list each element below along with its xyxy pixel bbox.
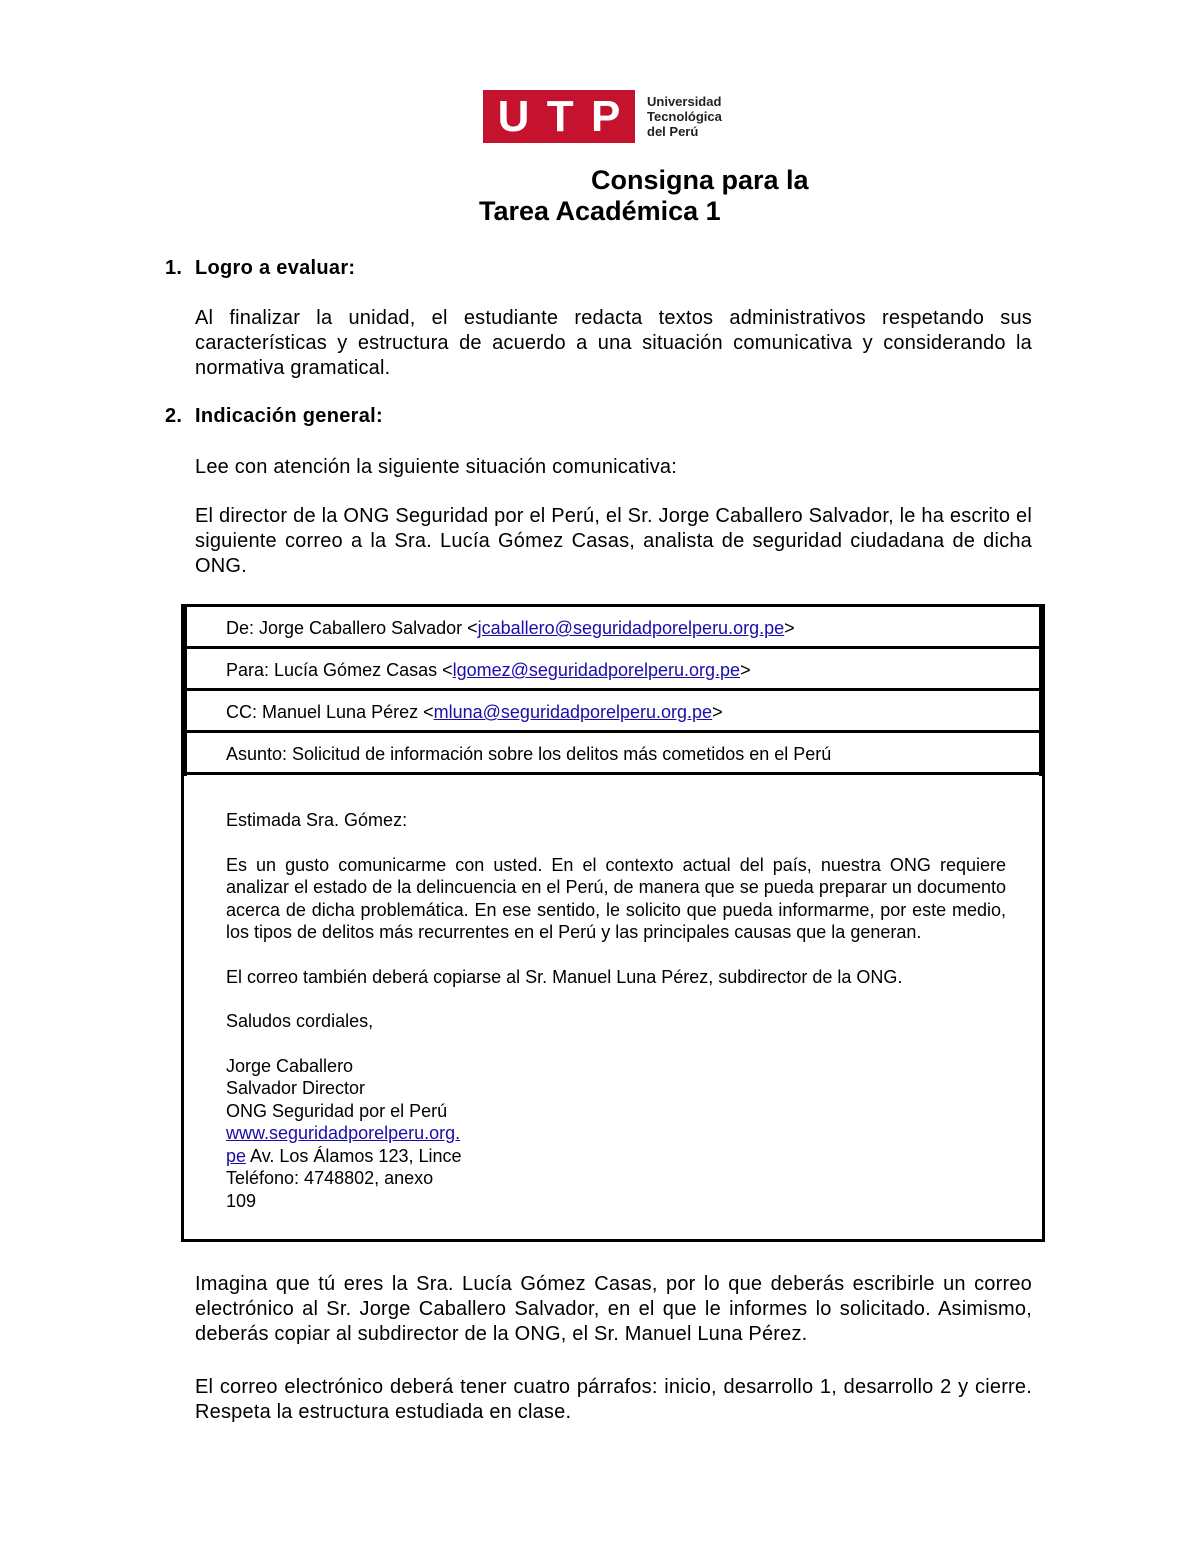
email-subject: Asunto: Solicitud de información sobre los delitos más cometidos en el Perú (226, 744, 832, 764)
signature-address: Av. Los Álamos 123, Lince (246, 1145, 462, 1166)
university-name-line: Universidad (647, 94, 722, 109)
indicacion-intro: Lee con atención la siguiente situación comunicativa: (195, 456, 678, 478)
logo-letter-u: U (497, 92, 530, 141)
university-name (647, 94, 722, 139)
section-number: 2. (165, 405, 183, 427)
website-link[interactable]: www.seguridadporelperu.org. (226, 1123, 461, 1143)
section-number: 1. (165, 257, 183, 279)
to-email-link[interactable]: lgomez@seguridadporelperu.org.pe (452, 660, 741, 680)
signature-address-line (226, 1145, 1006, 1168)
instruction-paragraph-2: El correo electrónico deberá tener cuatro párrafos: inicio, desarrollo 1, desarrollo 2 y cierre. Respeta la estructura estudiada en clase. (195, 1376, 1032, 1423)
page-title-line1: Consigna para la (591, 165, 809, 195)
logo-letter-t: T (546, 92, 574, 141)
close-bracket: > (740, 660, 751, 680)
signature-extension: 109 (226, 1190, 257, 1211)
website-link-tail[interactable]: pe (226, 1145, 247, 1166)
email-greeting: Estimada Sra. Gómez: (226, 810, 408, 830)
section-heading-text: Logro a evaluar: (195, 257, 356, 279)
email-header-frame (184, 607, 1042, 776)
from-label: De: Jorge Caballero Salvador < (226, 618, 478, 638)
signature-website (226, 1122, 1006, 1145)
section-heading-text: Indicación general: (195, 405, 383, 427)
signature-phone: Teléfono: 4748802, anexo (226, 1168, 434, 1188)
context-paragraph: El director de la ONG Seguridad por el Perú, el Sr. Jorge Caballero Salvador, le ha escrito el siguiente correo a la Sra. Lucía Gómez Casas, analista de seguridad ciudadana de dicha ONG. (195, 505, 1032, 577)
email-closing: Saludos cordiales, (226, 1011, 374, 1031)
signature-line: Salvador Director (226, 1078, 366, 1098)
to-label: Para: Lucía Gómez Casas < (226, 660, 453, 680)
email-box (181, 604, 1045, 1242)
email-body-paragraph-1: Es un gusto comunicarme con usted. En el contexto actual del país, nuestra ONG requiere analizar el estado de la delincuencia en el Perú, de manera que se pueda preparar un documento acerca de dicha problemática. En ese sentido, le solicito que pueda informarme, por este medio, los tipos de delitos más recurrentes en el Perú y las principales causas que la generan. (226, 854, 1006, 942)
cc-label: CC: Manuel Luna Pérez < (226, 702, 434, 722)
instruction-paragraph-1: Imagina que tú eres la Sra. Lucía Gómez Casas, por lo que deberás escribirle un correo electrónico al Sr. Jorge Caballero Salvador, en el que le informes lo solicitado. Asimismo, deberás copiar al subdirector de la ONG, el Sr. Manuel Luna Pérez. (195, 1273, 1032, 1345)
signature-line: Jorge Caballero (226, 1055, 354, 1076)
page-title-line2: Tarea Académica 1 (479, 196, 721, 226)
signature-line: ONG Seguridad por el Perú (226, 1100, 448, 1121)
logo-letter-p: P (590, 92, 621, 141)
from-email-link[interactable]: jcaballero@seguridadporelperu.org.pe (477, 618, 785, 638)
utp-logo-box (483, 90, 635, 143)
utp-logo (483, 90, 722, 143)
logro-paragraph: Al finalizar la unidad, el estudiante redacta textos administrativos respetando sus características y estructura de acuerdo a una situación comunicativa y considerando la normativa gramatical. (195, 307, 1032, 379)
close-bracket: > (784, 618, 795, 638)
section-heading-logro (165, 257, 355, 280)
cc-email-link[interactable]: mluna@seguridadporelperu.org.pe (433, 702, 713, 722)
section-heading-indicacion (165, 405, 383, 428)
university-name-line: del Perú (647, 124, 699, 139)
email-body-paragraph-2: El correo también deberá copiarse al Sr. Manuel Luna Pérez, subdirector de la ONG. (226, 966, 903, 987)
email-body (226, 809, 1006, 1212)
close-bracket: > (712, 702, 723, 722)
university-name-line: Tecnológica (647, 109, 722, 124)
